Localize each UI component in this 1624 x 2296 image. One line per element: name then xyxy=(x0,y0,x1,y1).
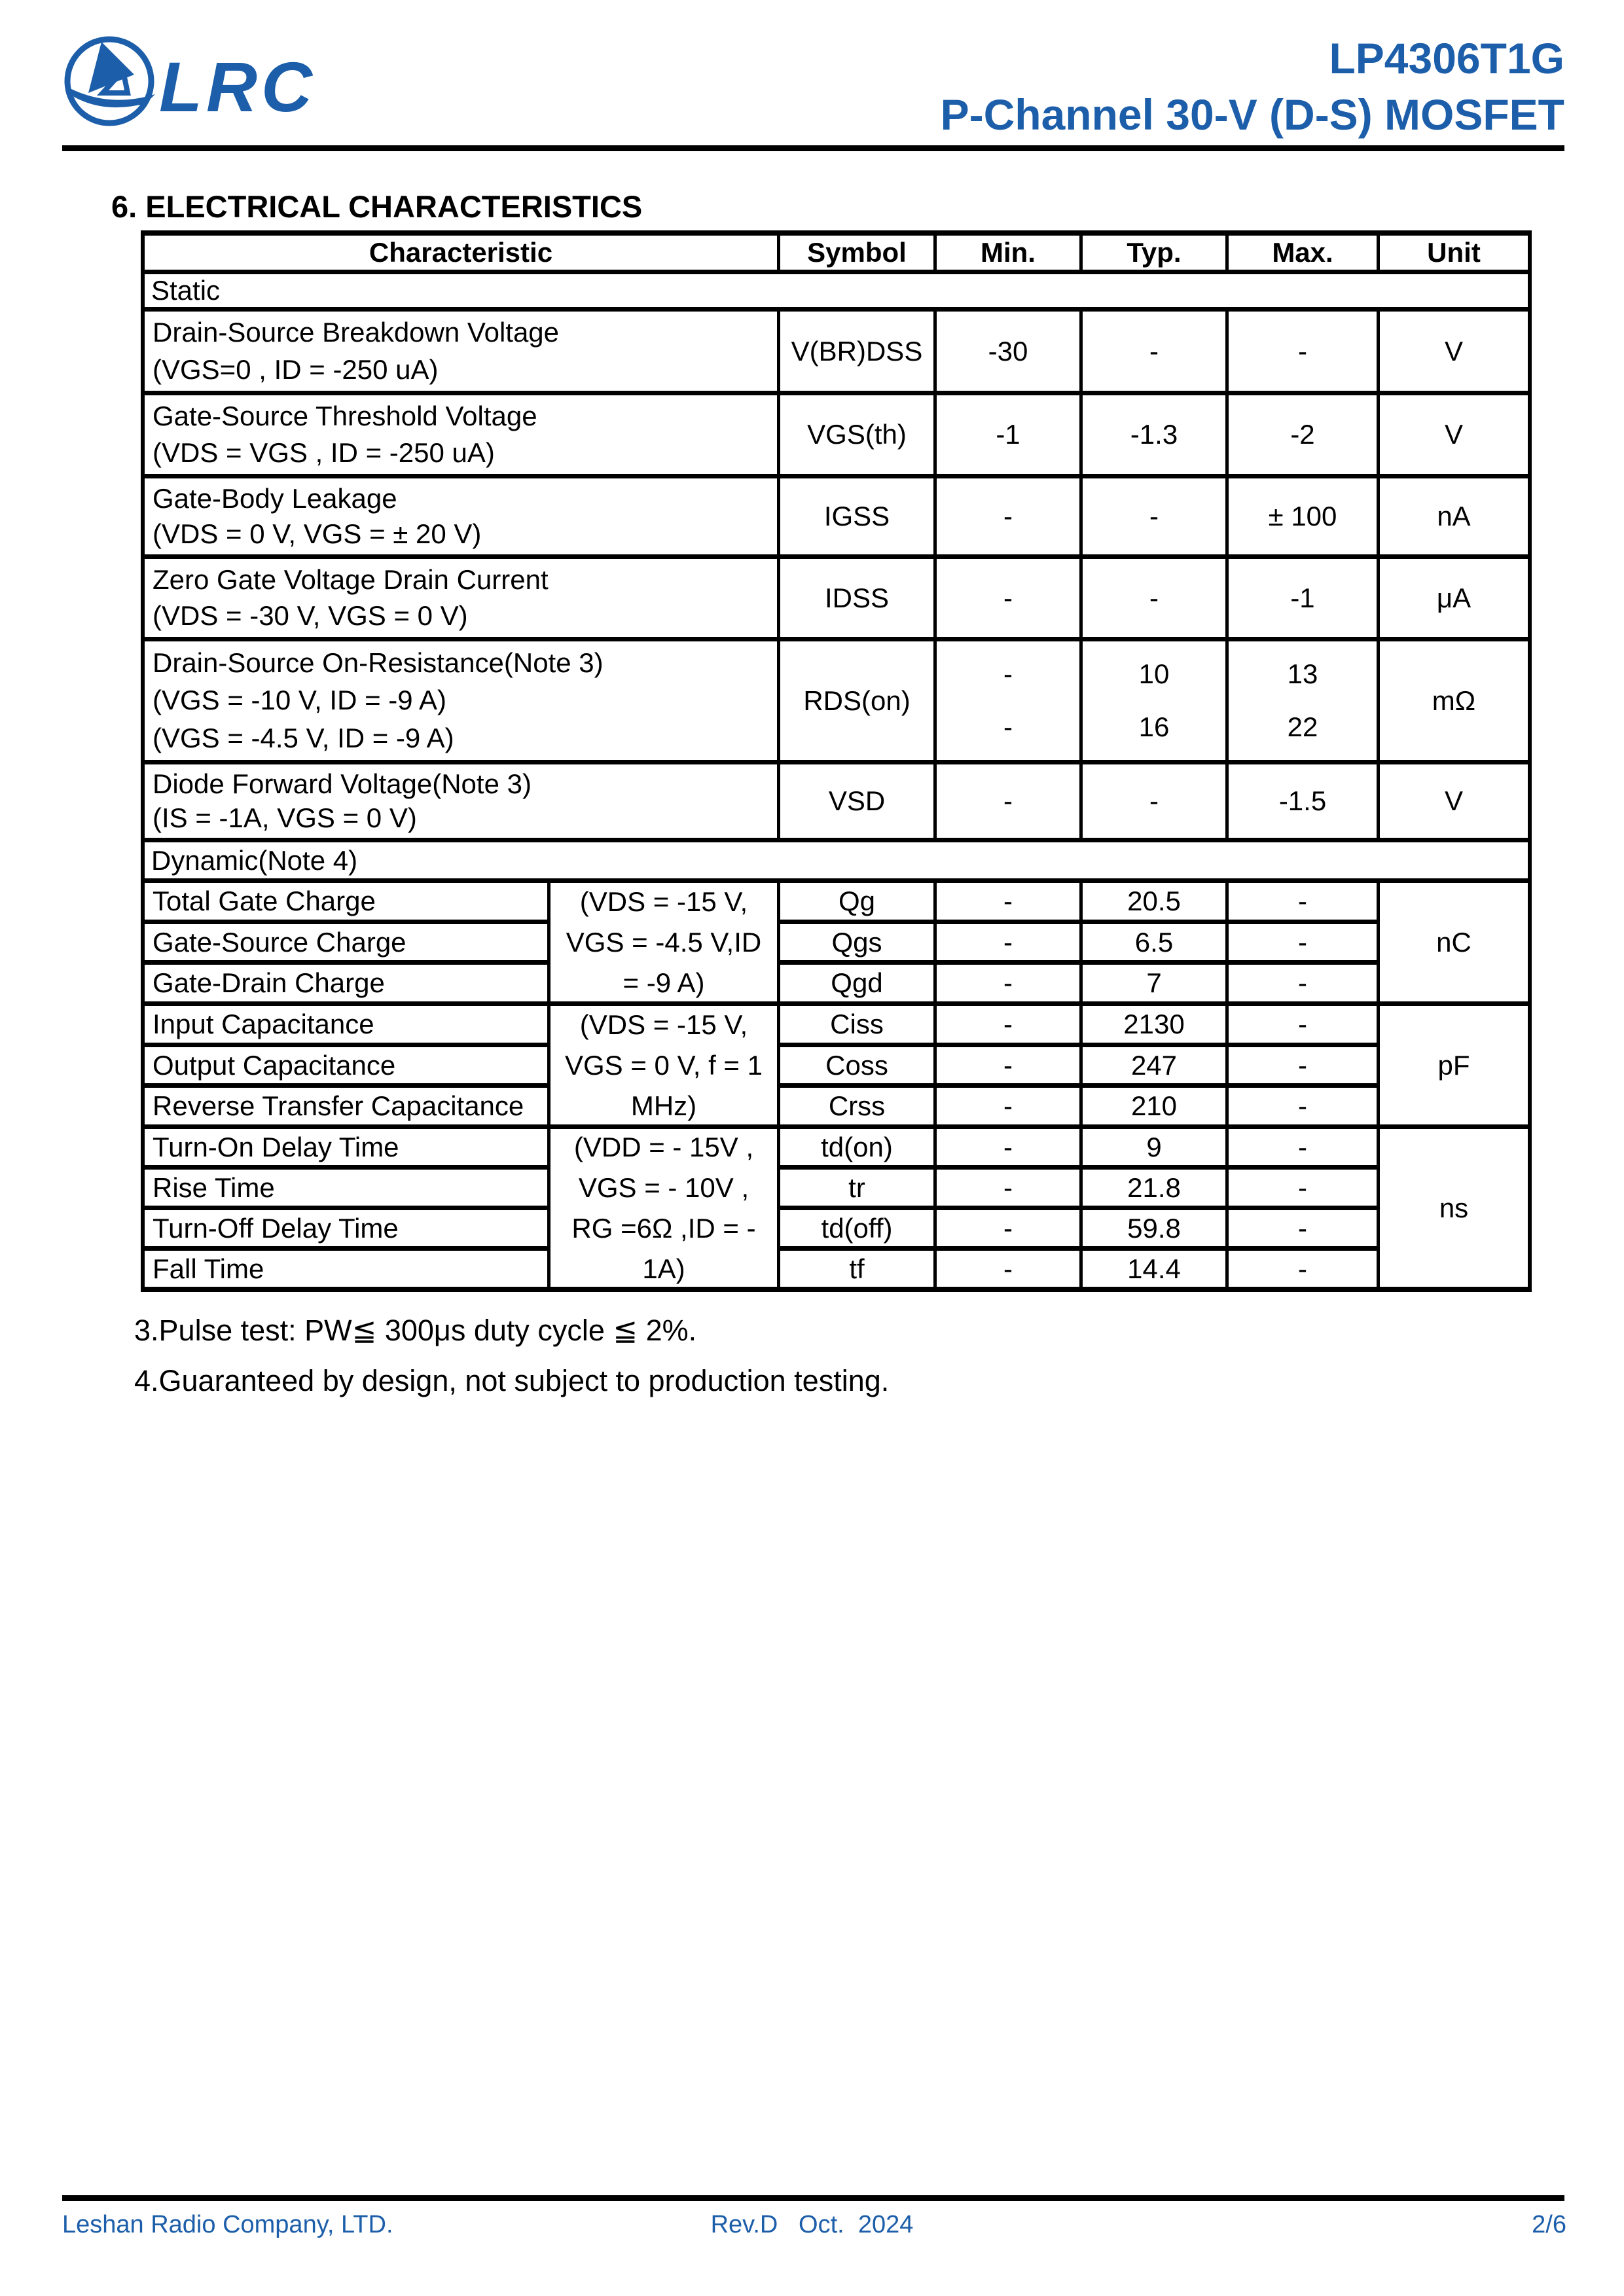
cell-min: - xyxy=(937,883,1079,920)
footer-rule xyxy=(62,2195,1564,2201)
cell-symbol: td(off) xyxy=(780,1210,933,1246)
col-header-characteristic: Characteristic xyxy=(145,236,777,270)
electrical-characteristics-table xyxy=(141,230,1532,1292)
cell-min: - xyxy=(937,559,1079,637)
cell-min: - xyxy=(937,1006,1079,1043)
cell-unit: V xyxy=(1380,395,1528,474)
cell-min: - xyxy=(937,1088,1079,1124)
cell-min: -1 xyxy=(937,395,1079,474)
row-input-capacitance: Input Capacitance xyxy=(145,1006,547,1043)
row-fall-time: Fall Time xyxy=(145,1251,547,1287)
cell-typ: - xyxy=(1083,764,1225,838)
condition-gate-charge: (VDS = -15 V, VGS = -4.5 V,ID = -9 A) xyxy=(550,883,777,1001)
max-value: 22 xyxy=(1287,711,1318,742)
cell-max: - xyxy=(1229,1251,1377,1287)
cell-symbol: VSD xyxy=(780,764,933,838)
cell-unit: mΩ xyxy=(1380,641,1528,760)
cell-symbol: tr xyxy=(780,1170,933,1206)
cell-typ: 14.4 xyxy=(1083,1251,1225,1287)
cell-max: - xyxy=(1229,1210,1377,1246)
section-row-static: Static xyxy=(145,274,1528,307)
row-total-gate-charge: Total Gate Charge xyxy=(145,883,547,920)
cell-typ: -1.3 xyxy=(1083,395,1225,474)
cell-max: - xyxy=(1229,965,1377,1001)
condition-switching: (VDD = - 15V , VGS = - 10V , RG =6Ω ,ID = - 1A) xyxy=(550,1129,777,1287)
cell-min xyxy=(937,641,1079,760)
cell-symbol: td(on) xyxy=(780,1129,933,1165)
cell-max: -1 xyxy=(1229,559,1377,637)
col-header-unit: Unit xyxy=(1380,236,1528,270)
cell-min: - xyxy=(937,1251,1079,1287)
cell-symbol: Crss xyxy=(780,1088,933,1124)
cell-typ: 247 xyxy=(1083,1047,1225,1083)
cell-typ: 21.8 xyxy=(1083,1170,1225,1206)
section-title: 6. ELECTRICAL CHARACTERISTICS xyxy=(111,189,643,224)
characteristic-line: Drain-Source On-Resistance(Note 3) xyxy=(153,647,604,678)
cell-typ: 7 xyxy=(1083,965,1225,1001)
cell-max: - xyxy=(1229,1170,1377,1206)
cell-max: - xyxy=(1229,1006,1377,1043)
cell-unit: V xyxy=(1380,764,1528,838)
condition-line: (VGS = -10 V, ID = -9 A) xyxy=(153,685,446,716)
cell-typ: - xyxy=(1083,312,1225,391)
cell-unit: μA xyxy=(1380,559,1528,637)
condition-line: (VDS = VGS , ID = -250 uA) xyxy=(153,437,495,468)
cell-unit: nA xyxy=(1380,478,1528,554)
cell-symbol: Coss xyxy=(780,1047,933,1083)
row-drain-source-breakdown-voltage xyxy=(145,312,777,391)
cell-max: - xyxy=(1229,1129,1377,1165)
cell-max: - xyxy=(1229,312,1377,391)
cell-typ: 9 xyxy=(1083,1129,1225,1165)
condition-line: (VDS = 0 V, VGS = ± 20 V) xyxy=(153,518,482,549)
condition-line: (IS = -1A, VGS = 0 V) xyxy=(153,802,417,833)
condition-line: (VGS = -4.5 V, ID = -9 A) xyxy=(153,723,454,754)
cell-min: - xyxy=(937,1129,1079,1165)
cell-typ: - xyxy=(1083,559,1225,637)
row-drain-source-on-resistance xyxy=(145,641,777,760)
cell-typ: 210 xyxy=(1083,1088,1225,1124)
cell-typ: 20.5 xyxy=(1083,883,1225,920)
cell-symbol: V(BR)DSS xyxy=(780,312,933,391)
cell-max: -2 xyxy=(1229,395,1377,474)
row-output-capacitance: Output Capacitance xyxy=(145,1047,547,1083)
cell-min: - xyxy=(937,965,1079,1001)
logo-hull-icon xyxy=(66,86,155,107)
condition-line: (VDS = -30 V, VGS = 0 V) xyxy=(153,600,468,632)
cell-max xyxy=(1229,641,1377,760)
note-3: 3.Pulse test: PW≦ 300μs duty cycle ≦ 2%. xyxy=(134,1314,697,1347)
cell-typ: 59.8 xyxy=(1083,1210,1225,1246)
lrc-logo xyxy=(62,31,324,130)
cell-unit: V xyxy=(1380,312,1528,391)
cell-symbol: Qg xyxy=(780,883,933,920)
cell-max: - xyxy=(1229,883,1377,920)
cell-symbol: tf xyxy=(780,1251,933,1287)
characteristic-line: Gate-Source Threshold Voltage xyxy=(153,401,537,431)
row-turn-on-delay-time: Turn-On Delay Time xyxy=(145,1129,547,1165)
cell-max: - xyxy=(1229,924,1377,960)
max-value: 13 xyxy=(1287,658,1318,690)
cell-max: - xyxy=(1229,1088,1377,1124)
footer-page-number: 2/6 xyxy=(1532,2211,1566,2238)
cell-symbol: IGSS xyxy=(780,478,933,554)
row-turn-off-delay-time: Turn-Off Delay Time xyxy=(145,1210,547,1246)
condition-line: (VGS=0 , ID = -250 uA) xyxy=(153,353,439,385)
characteristic-line: Diode Forward Voltage(Note 3) xyxy=(153,768,532,799)
cell-symbol: RDS(on) xyxy=(780,641,933,760)
notes xyxy=(134,1305,889,1406)
characteristic-line: Drain-Source Breakdown Voltage xyxy=(153,317,560,348)
cell-typ: - xyxy=(1083,478,1225,554)
row-zero-gate-voltage-drain-current xyxy=(145,559,777,637)
min-value: - xyxy=(1003,711,1013,742)
cell-max: ± 100 xyxy=(1229,478,1377,554)
unit-ns: ns xyxy=(1380,1129,1528,1287)
characteristic-line: Gate-Body Leakage xyxy=(153,483,397,514)
row-gate-source-threshold-voltage xyxy=(145,395,777,474)
cell-symbol: VGS(th) xyxy=(780,395,933,474)
cell-min: - xyxy=(937,1170,1079,1206)
footer-revision: Rev.D Oct. 2024 xyxy=(710,2211,914,2238)
cell-max: -1.5 xyxy=(1229,764,1377,838)
typ-value: 16 xyxy=(1138,711,1170,742)
cell-min: -30 xyxy=(937,312,1079,391)
cell-max: - xyxy=(1229,1047,1377,1083)
characteristic-line: Zero Gate Voltage Drain Current xyxy=(153,564,549,595)
part-subtitle: P-Channel 30-V (D-S) MOSFET xyxy=(940,90,1564,139)
header-rule xyxy=(62,145,1564,151)
cell-min: - xyxy=(937,1210,1079,1246)
row-reverse-transfer-capacitance: Reverse Transfer Capacitance xyxy=(145,1088,547,1124)
footer xyxy=(0,2211,1624,2244)
cell-typ: 2130 xyxy=(1083,1006,1225,1043)
typ-value: 10 xyxy=(1138,658,1170,690)
cell-symbol: Qgd xyxy=(780,965,933,1001)
footer-company: Leshan Radio Company, LTD. xyxy=(62,2211,393,2238)
row-gate-source-charge: Gate-Source Charge xyxy=(145,924,547,960)
unit-nc: nC xyxy=(1380,883,1528,1001)
min-value: - xyxy=(1003,658,1013,690)
logo-text: LRC xyxy=(159,47,316,126)
header-title-block xyxy=(941,30,1564,143)
row-gate-body-leakage xyxy=(145,478,777,554)
col-header-symbol: Symbol xyxy=(780,236,933,270)
cell-min: - xyxy=(937,478,1079,554)
cell-typ xyxy=(1083,641,1225,760)
cell-symbol: Qgs xyxy=(780,924,933,960)
unit-pf: pF xyxy=(1380,1006,1528,1124)
condition-capacitance: (VDS = -15 V, VGS = 0 V, f = 1 MHz) xyxy=(550,1006,777,1124)
cell-typ: 6.5 xyxy=(1083,924,1225,960)
cell-symbol: Ciss xyxy=(780,1006,933,1043)
row-diode-forward-voltage xyxy=(145,764,777,838)
cell-min: - xyxy=(937,764,1079,838)
part-number: LP4306T1G xyxy=(1329,34,1564,82)
cell-min: - xyxy=(937,924,1079,960)
row-rise-time: Rise Time xyxy=(145,1170,547,1206)
row-gate-drain-charge: Gate-Drain Charge xyxy=(145,965,547,1001)
col-header-max: Max. xyxy=(1229,236,1377,270)
note-4: 4.Guaranteed by design, not subject to production testing. xyxy=(134,1364,890,1397)
cell-min: - xyxy=(937,1047,1079,1083)
cell-symbol: IDSS xyxy=(780,559,933,637)
section-row-dynamic: Dynamic(Note 4) xyxy=(145,842,1528,878)
col-header-typ: Typ. xyxy=(1083,236,1225,270)
col-header-min: Min. xyxy=(937,236,1079,270)
